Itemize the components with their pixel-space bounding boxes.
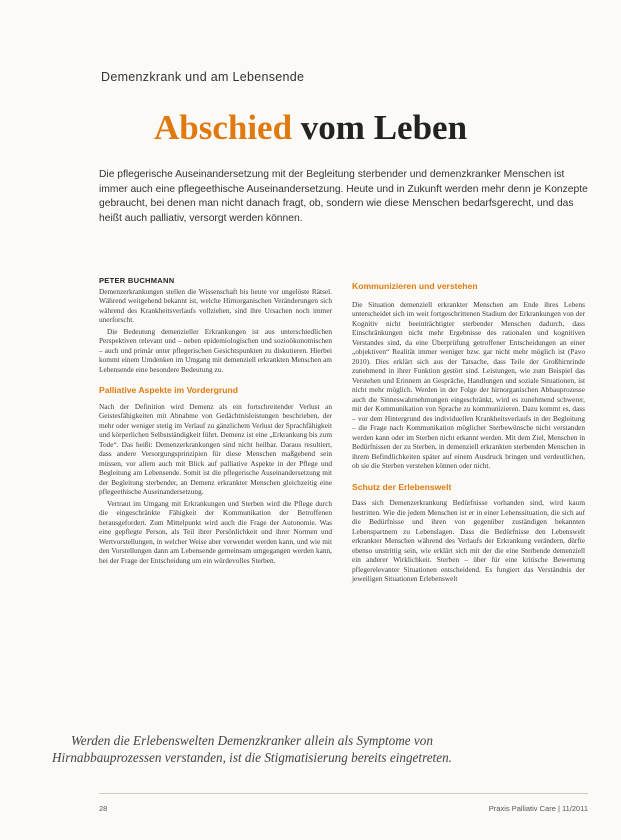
left-column: [99, 276, 332, 567]
right-column: [352, 276, 585, 586]
body-paragraph: Demenzerkrankungen stellen die Wissenschaft bis heute vor ungelöste Rätsel. Während weitgehend bekannt ist, welche Hirnorganischen Veränderungen sich während des Krankheitsverlaufs vollziehen, sind ihre Ursachen noch immer unerforscht.: [99, 286, 332, 324]
headline-rest: vom Leben: [292, 108, 468, 147]
pull-quote: Werden die Erlebenswelten Demenzkranker allein als Symptome von Hirnabbauprozessen verstanden, ist die Stigmatisierung bereits eingetreten.: [52, 733, 452, 766]
author-byline: PETER BUCHMANN: [99, 276, 175, 285]
section-heading-palliative: Palliative Aspekte im Vordergrund: [99, 385, 238, 395]
body-paragraph: Dass sich Demenzerkrankung Bedürfnisse vorhanden sind, wird kaum bestritten. Wie die jedem Menschen ist er in einer Lebenssituation, die sich auf die Bedürfnisse und ihren von gegenüber zuständigen bekannten Lebenspartnern zu Lebenslagen. Dass die Bedürfnisse den Lebenswelt erkrankter Menschen während des Verlaufs der Erkrankung verändern, dürfte ebenso unstrittig sein, wie erklärt sich mit der die eine Sterbende demenziell ein anderer Wirklichkeit. Sterben – über für eine kritische Bewertung pflegerelevanter Situationen entscheidend. Es fungiert das Verständnis der jeweiligen Situationen Erlebenswelt: [352, 498, 585, 583]
body-paragraph: Die Situation demenziell erkrankter Menschen am Ende ihres Lebens unterscheidet sich im weit fortgeschrittenen Stadium der Erkrankungen von der Kognitiv nicht beeinträchtigter sterbender Menschen dadurch, dass Einschränkungen nicht mehr Ergebnisse des rationalen und kognitiven Verstandes sind, da eine Überprüfung getroffener Entscheidungen an einer „objektiven“ Realität immer weniger bzw. gar nicht mehr möglich ist (Pavo 2010). Dies erklärt sich aus der Tatsache, dass Teile der Großhirnrinde zunehmend in ihrer Funktion gestört sind. Leistungen, wie zum Beispiel das Verstehen und Erinnern an Gespräche, Handlungen und soziale Situationen, ist nicht mehr möglich. Werden in der Folge der hirnorganischen Abbauprozesse auch die Sinneswahrnehmungen eingeschränkt, wird es zunehmend schwerer, mit der Kommunikation von Sprache zu kommunizieren. Dazu kommt es, dass – vor dem Hintergrund des individuellen Krankheitsverlaufs in der Begleitung – die Frage nach Kommunikation möglicher Sterbewünsche nicht verstanden werden kann oder im Sterben nicht erkannt werden. Mit dem Ziel, Menschen in Bedürfnissen der zu Sterben, in demenziell erkrankten sterbenden Menschen in ihrem Befindlichkeiten später auf einem Ausdruck bringen und verdeutlichen, ob sie die Sterben verstehen können oder nicht.: [352, 299, 585, 470]
article-lead: Die pflegerische Auseinandersetzung mit der Begleitung sterbender und demenzkranker Menschen ist immer auch eine pflegeethische Auseinandersetzung. Heute und in Zukunft werden mehr denn je Konzepte gebraucht, bei denen man nicht danach fragt, ob, sondern wie diese Menschen bedarfsgerecht, und das heißt auch palliativ, versorgt werden können.: [99, 169, 588, 224]
article-headline: [0, 108, 621, 148]
section-heading-erlebenswelt: Schutz der Erlebenswelt: [352, 481, 452, 492]
publication-name: Praxis Palliativ Care | 11/2011: [488, 804, 588, 813]
article-kicker: Demenzkrank und am Lebensende: [101, 70, 305, 84]
section-heading-kommunizieren: Kommunizieren und verstehen: [352, 281, 478, 291]
page-number: 28: [99, 804, 108, 813]
body-paragraph: Die Bedeutung demenzieller Erkrankungen ist aus unterschiedlichen Perspektiven relevant und – neben epidemiologischen und sozioökonomischen – auch und primär unter pflegerischen Gesichtspunkten zu diskutieren. Hierbei kommt einem Umdenken im Umgang mit demenziell erkrankten Menschen am Lebensende eine besondere Bedeutung zu.: [99, 326, 332, 374]
headline-accent-word: Abschied: [153, 108, 293, 147]
body-paragraph: Nach der Definition wird Demenz als ein fortschreitender Verlust an Geistesfähigkeiten mit Abnahme von Gedächtnisleistungen beschrieben, der mehr oder weniger stetig im Verlauf zu gänzlichem Verlust der Sprachfähigkeit und körperlichen Selbstständigkeit führt. Demenz ist eine „Erkrankung bis zum Tode“. Das heißt: Demenzerkrankungen sind nicht heilbar. Daraus resultiert, dass andere Versorgungsprinzipien für diese Menschen maßgebend sein müssen, vor allem auch mit Blick auf palliative Aspekte in der Pflege und Begleitung am Lebensende. Somit ist die pflegerische Auseinandersetzung mit der Begleitung sterbender, an Demenz erkrankter Menschen gleichzeitig eine pflegeethische Auseinandersetzung.: [99, 401, 332, 496]
footer-divider: [99, 793, 588, 794]
body-paragraph: Vertraut im Umgang mit Erkrankungen und Sterben wird die Pflege durch die eingeschränkte Fähigkeit der Kommunikation der Betroffenen herausgefordert. Zum Mittelpunkt wird auch die Frage der Autonomie. Was eine gepflegte Person, als Teil ihrer Persönlichkeit und ihrer Normen und Wertvorstellungen, in welcher Weise aber verwendet werden kann, und wie mit den Vorstellungen dann am Lebensende gemeinsam umgegangen werden kann, bei der Frage der Entscheidung um ein würdevolles Sterben.: [99, 498, 332, 565]
